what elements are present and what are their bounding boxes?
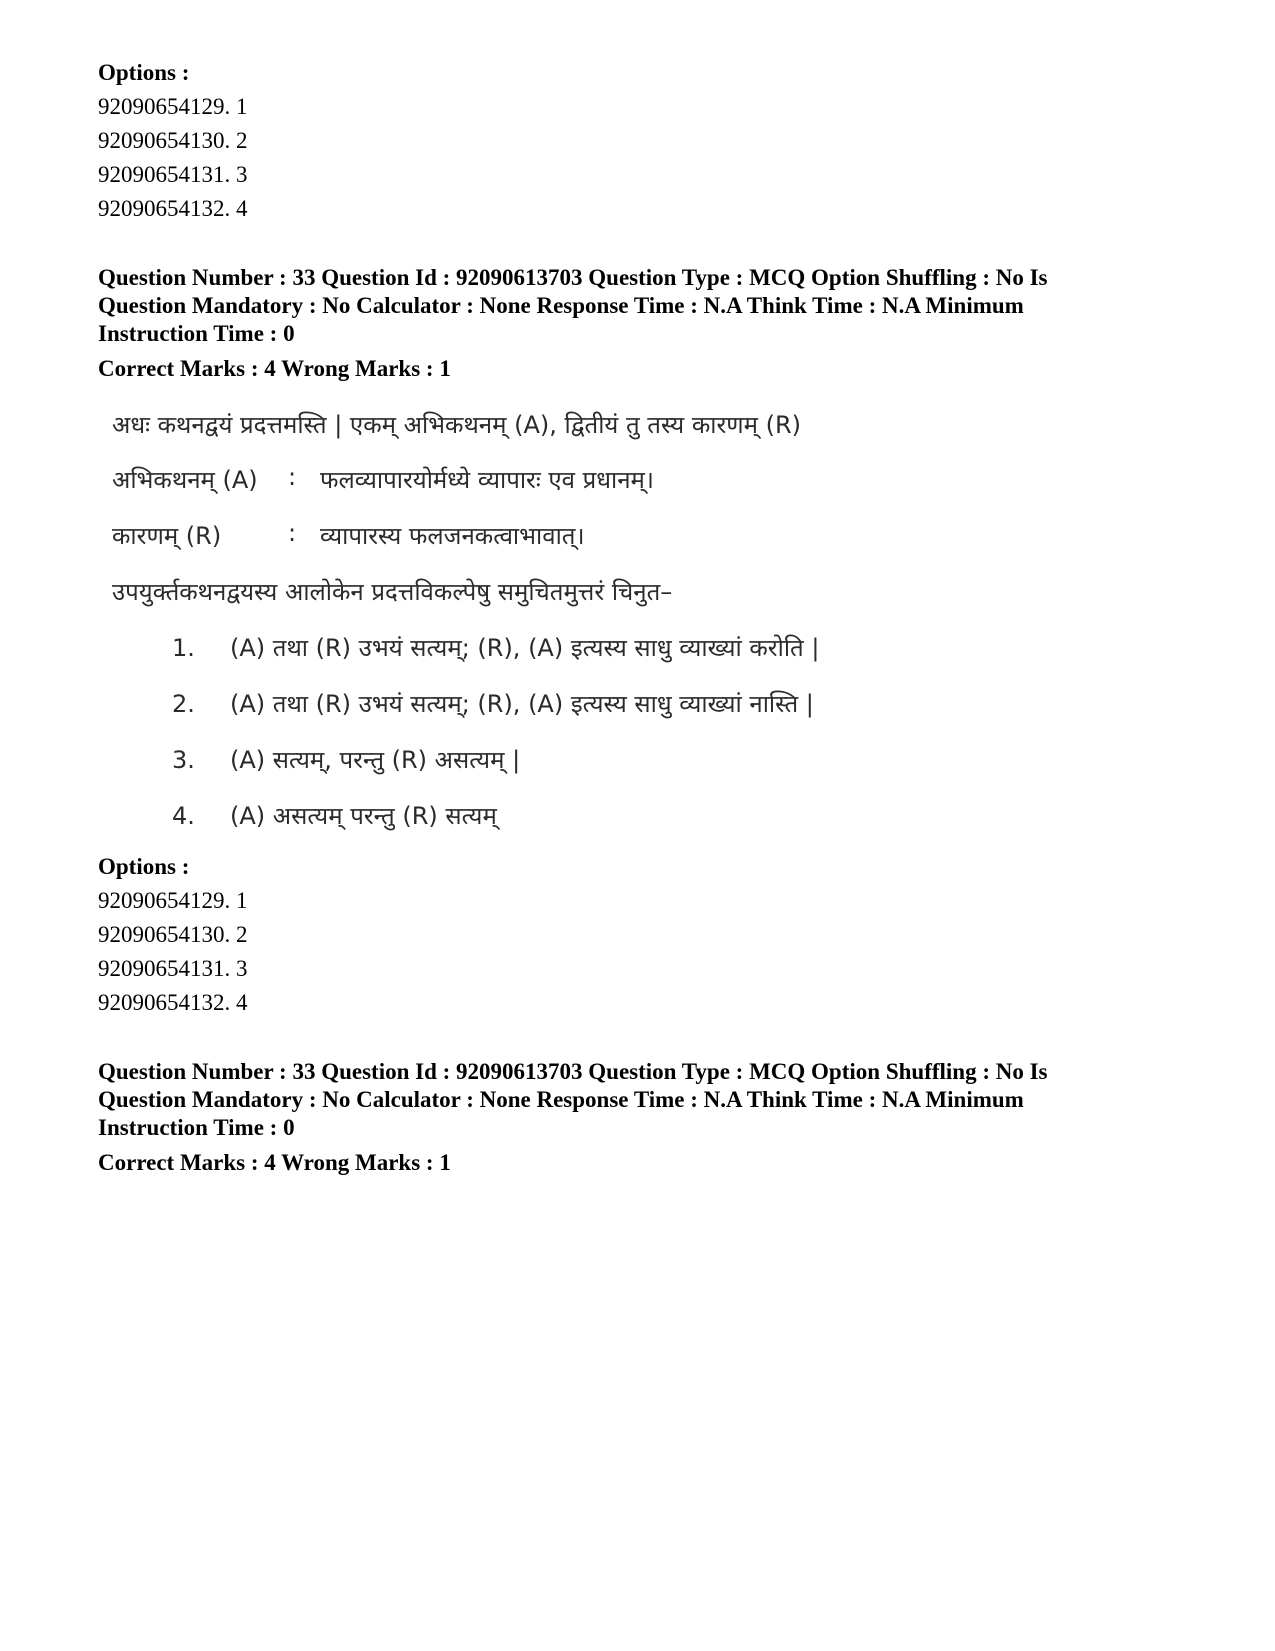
assertion-label: अभिकथनम् (A) — [112, 466, 258, 494]
answer-number: 4. — [172, 802, 195, 830]
option-item: 92090654132. 4 — [98, 196, 248, 221]
question-meta-line: Question Mandatory : No Calculator : None Response Time : N.A Think Time : N.A Minimum — [98, 1087, 1024, 1112]
question-meta-block — [98, 1058, 1188, 1177]
answer-number: 1. — [172, 634, 195, 662]
reason-text: व्यापारस्य फलजनकत्वाभावात्। — [320, 522, 585, 550]
options-block-top — [98, 56, 598, 226]
question-meta-line: Instruction Time : 0 — [98, 321, 295, 346]
option-item: 92090654131. 3 — [98, 162, 248, 187]
question-marks: Correct Marks : 4 Wrong Marks : 1 — [98, 1150, 451, 1175]
option-item: 92090654131. 3 — [98, 956, 248, 981]
question-meta-line: Question Number : 33 Question Id : 92090613703 Question Type : MCQ Option Shuffling : No Is — [98, 265, 1048, 290]
option-item: 92090654129. 1 — [98, 888, 248, 913]
question-meta-block — [98, 264, 1188, 383]
option-item: 92090654130. 2 — [98, 922, 248, 947]
answer-choice — [172, 799, 497, 832]
options-heading: Options : — [98, 60, 190, 85]
assertion-colon: : — [288, 463, 297, 491]
answer-number: 2. — [172, 690, 195, 718]
answer-choice — [172, 687, 814, 720]
options-heading: Options : — [98, 854, 190, 879]
options-block-bottom — [98, 850, 598, 1020]
answer-text: (A) तथा (R) उभयं सत्यम्; (R), (A) इत्यस्य साधु व्याख्यां नास्ति | — [230, 690, 814, 718]
answer-choice — [172, 631, 819, 664]
answer-text: (A) असत्यम् परन्तु (R) सत्यम् — [230, 802, 497, 830]
question-meta-line: Question Number : 33 Question Id : 92090613703 Question Type : MCQ Option Shuffling : No Is — [98, 1059, 1048, 1084]
question-marks: Correct Marks : 4 Wrong Marks : 1 — [98, 356, 451, 381]
reason-label: कारणम् (R) — [112, 522, 222, 550]
question-instruction: उपयुर्क्तकथनद्वयस्य आलोकेन प्रदत्तविकल्पेषु समुचितमुत्तरं चिनुत– — [112, 578, 673, 606]
answer-choice — [172, 743, 520, 776]
answer-number: 3. — [172, 746, 195, 774]
answer-text: (A) सत्यम्, परन्तु (R) असत्यम् | — [230, 746, 521, 774]
answer-text: (A) तथा (R) उभयं सत्यम्; (R), (A) इत्यस्य साधु व्याख्यां करोति | — [230, 634, 820, 662]
question-meta-line: Question Mandatory : No Calculator : None Response Time : N.A Think Time : N.A Minimum — [98, 293, 1024, 318]
question-meta-line: Instruction Time : 0 — [98, 1115, 295, 1140]
reason-colon: : — [288, 519, 297, 547]
option-item: 92090654132. 4 — [98, 990, 248, 1015]
option-item: 92090654130. 2 — [98, 128, 248, 153]
assertion-text: फलव्यापारयोर्मध्ये व्यापारः एव प्रधानम्। — [320, 466, 654, 494]
question-intro: अधः कथनद्वयं प्रदत्तमस्ति | एकम् अभिकथनम् (A), द्वितीयं तु तस्य कारणम् (R) — [112, 411, 802, 439]
option-item: 92090654129. 1 — [98, 94, 248, 119]
